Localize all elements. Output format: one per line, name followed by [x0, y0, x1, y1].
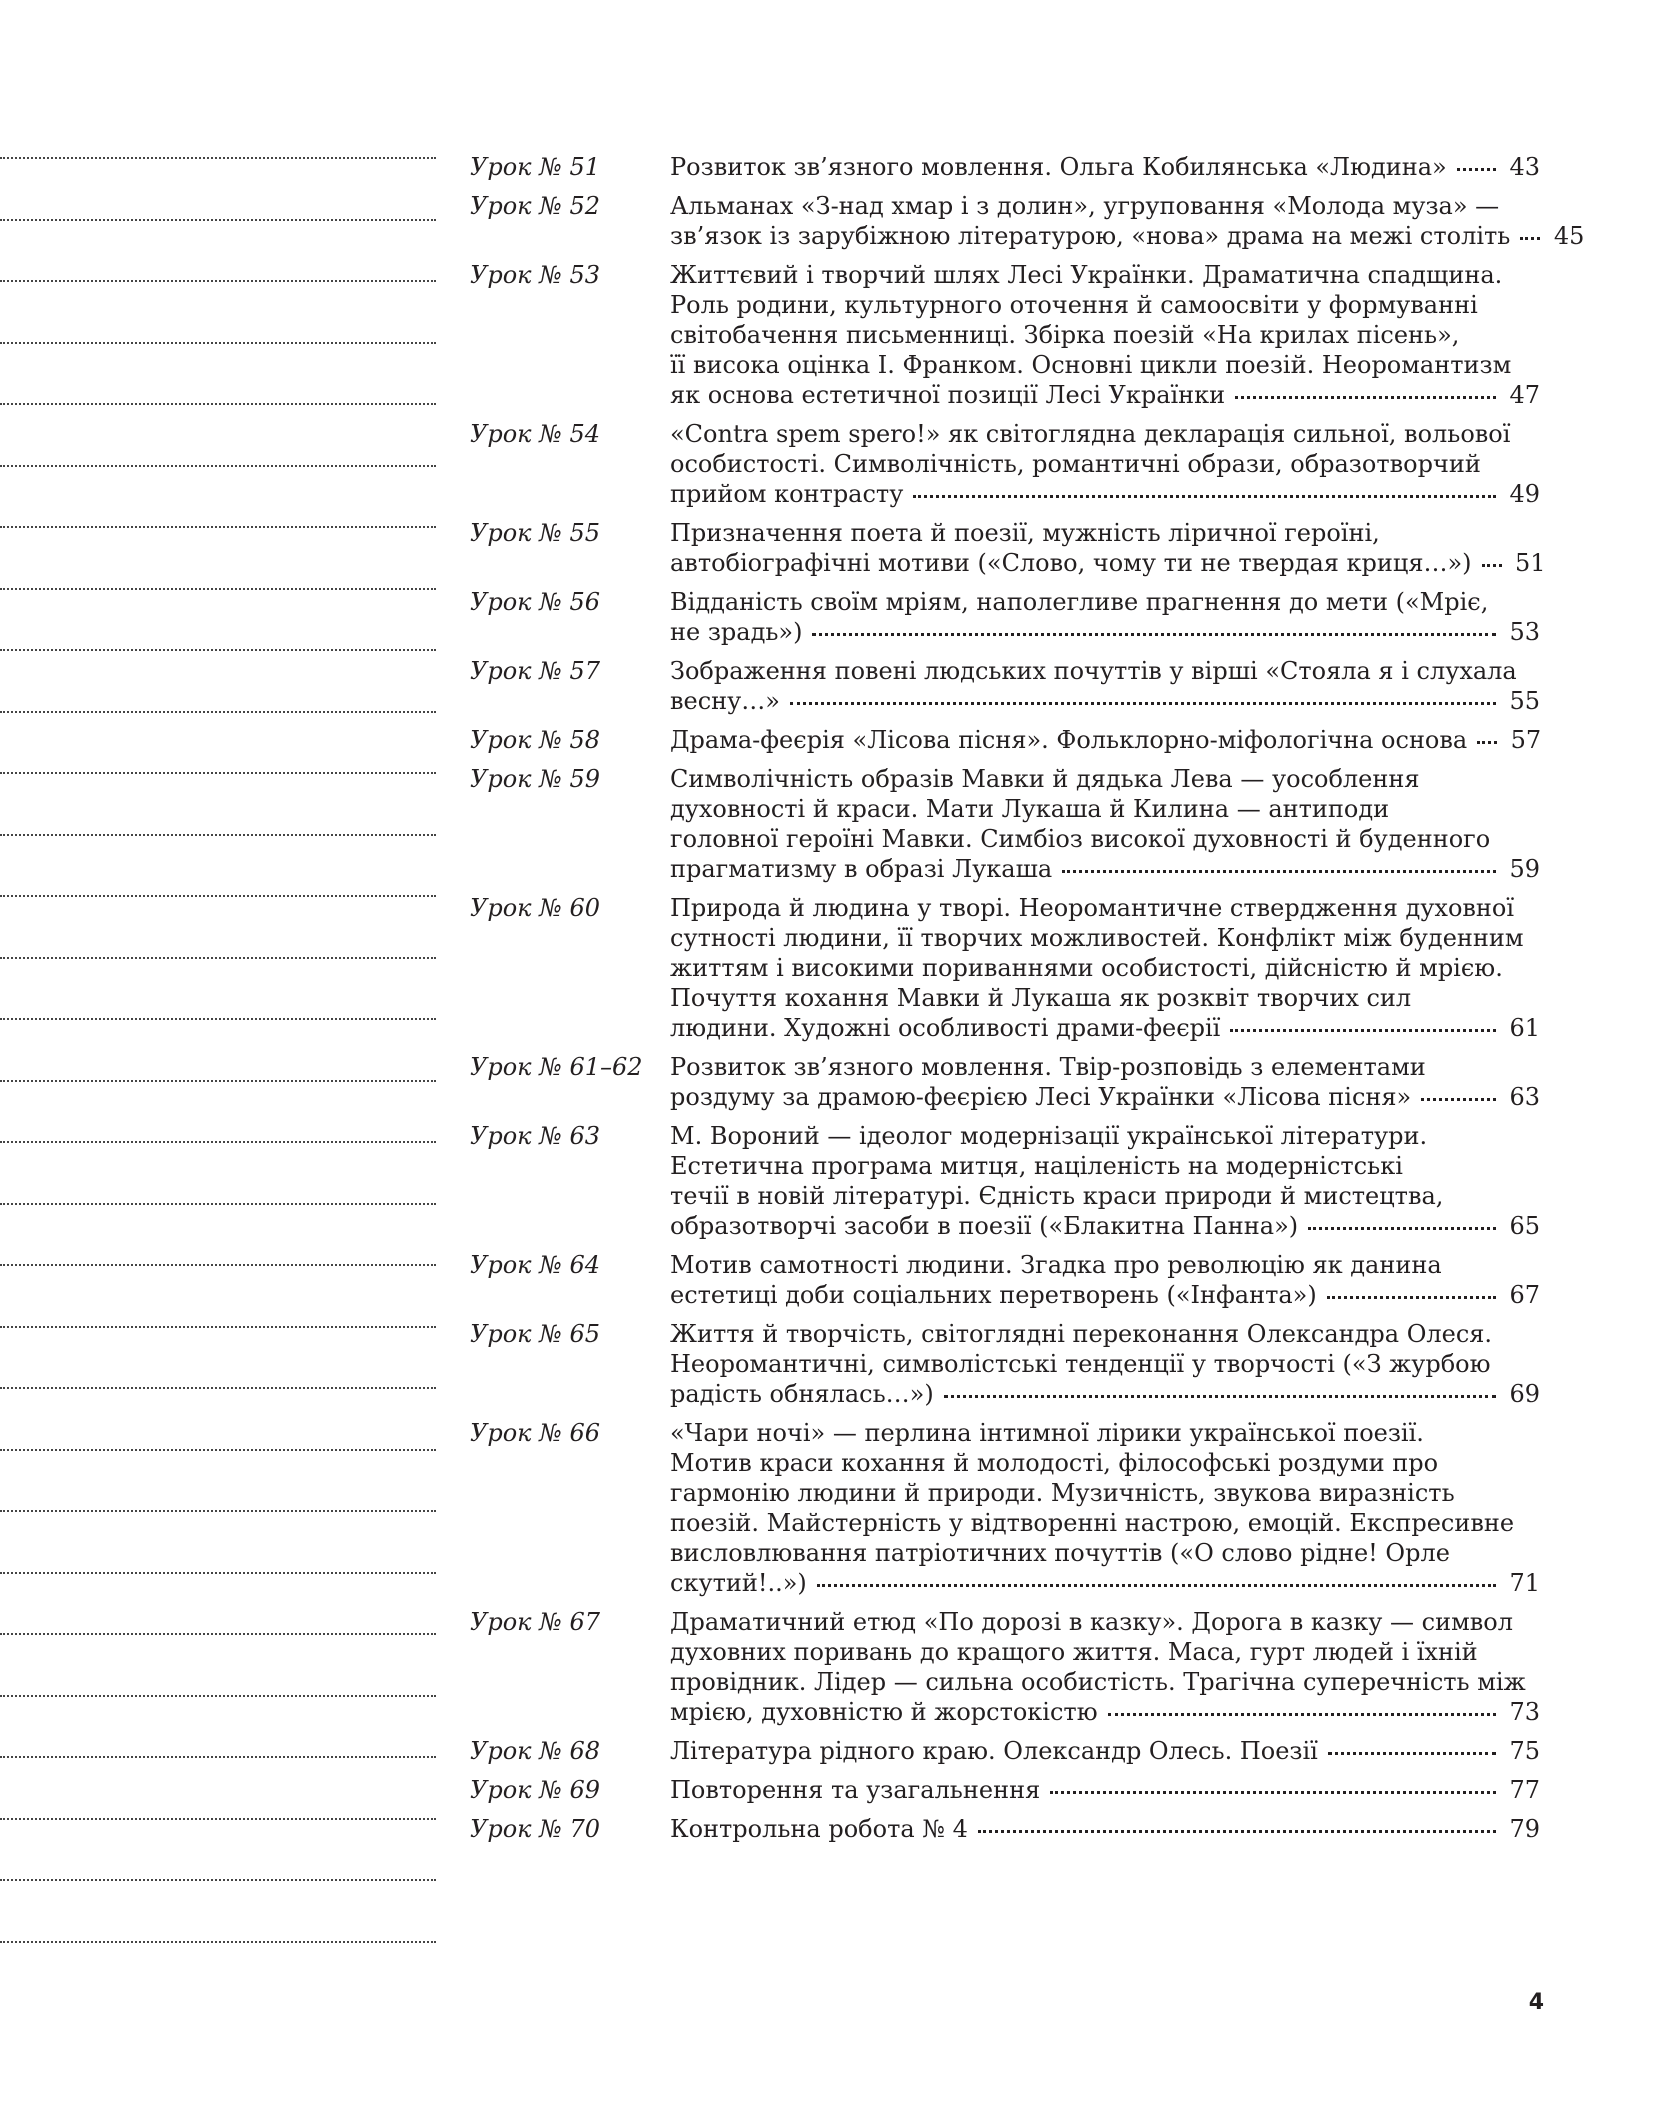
description-line: Література рідного краю. Олександр Олесь. Поезії — [670, 1737, 1318, 1765]
description-line: Неоромантичні, символістські тенденції у творчості («З журбою — [670, 1350, 1491, 1378]
margin-writing-line — [0, 157, 436, 159]
toc-entry — [470, 1121, 1540, 1241]
margin-writing-line — [0, 834, 436, 836]
margin-writing-line — [0, 342, 436, 344]
description-line: духовних поривань до кращого життя. Маса, гурт людей і їхній — [670, 1638, 1478, 1666]
lesson-number: Урок № 67 — [470, 1608, 600, 1636]
description-line: Роль родини, культурного оточення й самоосвіти у формуванні — [670, 291, 1478, 319]
dot-leader — [1062, 870, 1496, 873]
description-last-line — [670, 1568, 1540, 1598]
lesson-description — [670, 1319, 1540, 1409]
lesson-description — [670, 1814, 1540, 1844]
lesson-description — [670, 518, 1546, 578]
description-last-line — [670, 221, 1585, 251]
description-line: Життєвий і творчий шлях Лесі Українки. Драматична спадщина. — [670, 261, 1503, 289]
margin-writing-line — [0, 1018, 436, 1020]
toc-page-number: 51 — [1514, 549, 1546, 577]
toc-page-number: 43 — [1509, 153, 1540, 181]
lesson-number: Урок № 70 — [470, 1815, 600, 1843]
toc-entry — [470, 1319, 1540, 1409]
margin-writing-line — [0, 772, 436, 774]
dot-leader — [817, 1584, 1496, 1587]
description-line: Естетична програма митця, націленість на модерністські — [670, 1152, 1403, 1180]
lesson-number: Урок № 68 — [470, 1737, 600, 1765]
description-line: Повторення та узагальнення — [670, 1776, 1041, 1804]
toc-page-number: 77 — [1509, 1776, 1540, 1804]
toc-entry — [470, 1250, 1540, 1310]
dot-leader — [812, 633, 1496, 636]
margin-writing-line — [0, 465, 436, 467]
lesson-number: Урок № 54 — [470, 420, 600, 448]
dot-leader — [1235, 396, 1496, 399]
description-line: Життя й творчість, світоглядні переконання Олександра Олеся. — [670, 1320, 1493, 1348]
toc-entry — [470, 518, 1546, 578]
toc-page-number: 59 — [1509, 855, 1540, 883]
toc-page-number: 65 — [1509, 1212, 1540, 1240]
dot-leader — [1520, 237, 1540, 240]
description-line: М. Вороний — ідеолог модернізації української літератури. — [670, 1122, 1428, 1150]
margin-writing-line — [0, 1633, 436, 1635]
margin-writing-line — [0, 1695, 436, 1697]
margin-writing-line — [0, 1879, 436, 1881]
lesson-description — [670, 893, 1540, 1043]
toc-entry — [470, 1418, 1540, 1598]
description-last-line — [670, 1379, 1540, 1409]
toc-page-number: 53 — [1509, 618, 1540, 646]
description-last-line — [670, 1013, 1540, 1043]
dot-leader — [1327, 1296, 1496, 1299]
margin-writing-line — [0, 403, 436, 405]
description-line: Призначення поета й поезії, мужність ліричної героїні, — [670, 519, 1380, 547]
dot-leader — [1482, 564, 1502, 567]
description-last-line — [670, 1211, 1540, 1241]
lesson-number: Урок № 56 — [470, 588, 600, 616]
description-last-line — [670, 1280, 1540, 1310]
margin-writing-line — [0, 1141, 436, 1143]
description-line: Відданість своїм мріям, наполегливе прагнення до мети («Мріє, — [670, 588, 1489, 616]
description-last-line — [670, 152, 1540, 182]
lesson-number: Урок № 66 — [470, 1419, 600, 1447]
description-last-line — [670, 686, 1540, 716]
lesson-description — [670, 1121, 1540, 1241]
description-last-line — [670, 617, 1540, 647]
description-last-line — [670, 1082, 1540, 1112]
lesson-number: Урок № 65 — [470, 1320, 600, 1348]
toc-page-number: 47 — [1509, 381, 1540, 409]
description-line: зв’язок із зарубіжною літературою, «нова» драма на межі століть — [670, 222, 1511, 250]
toc-entry — [470, 587, 1540, 647]
lesson-number: Урок № 59 — [470, 765, 600, 793]
left-margin-dotted-lines — [0, 0, 440, 2126]
lesson-description — [670, 764, 1540, 884]
dot-leader — [1108, 1713, 1496, 1716]
description-line: Мотив краси кохання й молодості, філософські роздуми про — [670, 1449, 1439, 1477]
description-line: автобіографічні мотиви («Слово, чому ти не твердая криця…») — [670, 549, 1472, 577]
description-line: «Contra spem spero!» як світоглядна декларація сильної, вольової — [670, 420, 1511, 448]
margin-writing-line — [0, 1941, 436, 1943]
toc-entry — [470, 893, 1540, 1043]
toc-page-number: 73 — [1509, 1698, 1540, 1726]
margin-writing-line — [0, 1818, 436, 1820]
lesson-number: Урок № 55 — [470, 519, 600, 547]
description-line: висловлювання патріотичних почуттів («О слово рідне! Орле — [670, 1539, 1450, 1567]
lesson-number: Урок № 64 — [470, 1251, 600, 1279]
toc-entry — [470, 152, 1540, 182]
lesson-description — [670, 419, 1540, 509]
description-line: мрією, духовністю й жорстокістю — [670, 1698, 1098, 1726]
margin-writing-line — [0, 1264, 436, 1266]
toc-page-number: 55 — [1509, 687, 1540, 715]
lesson-description — [670, 191, 1585, 251]
lesson-description — [670, 1250, 1540, 1310]
table-of-contents — [470, 152, 1585, 1853]
description-line: сутності людини, її творчих можливостей. Конфлікт між буденним — [670, 924, 1524, 952]
description-line: образотворчі засоби в поезії («Блакитна Панна») — [670, 1212, 1299, 1240]
description-line: поезій. Майстерність у відтворенні настрою, емоцій. Експресивне — [670, 1509, 1515, 1537]
toc-entry — [470, 191, 1585, 251]
description-line: духовності й краси. Мати Лукаша й Килина — антиподи — [670, 795, 1390, 823]
margin-writing-line — [0, 526, 436, 528]
description-line: Природа й людина у творі. Неоромантичне ствердження духовної — [670, 894, 1515, 922]
description-last-line — [670, 1814, 1540, 1844]
description-line: як основа естетичної позиції Лесі Українки — [670, 381, 1226, 409]
description-last-line — [670, 854, 1540, 884]
toc-entry — [470, 1607, 1540, 1727]
description-line: Драма-феєрія «Лісова пісня». Фольклорно-міфологічна основа — [670, 726, 1468, 754]
description-line: людини. Художні особливості драми-феєрії — [670, 1014, 1221, 1042]
margin-writing-line — [0, 957, 436, 959]
dot-leader — [1050, 1791, 1496, 1794]
margin-writing-line — [0, 219, 436, 221]
lesson-number: Урок № 51 — [470, 153, 600, 181]
lesson-description — [670, 1736, 1540, 1766]
description-line: Драматичний етюд «По дорозі в казку». Дорога в казку — символ — [670, 1608, 1513, 1636]
margin-writing-line — [0, 1756, 436, 1758]
lesson-description — [670, 587, 1540, 647]
lesson-description — [670, 152, 1540, 182]
lesson-number: Урок № 58 — [470, 726, 600, 754]
description-line: Розвиток зв’язного мовлення. Ольга Кобилянська «Людина» — [670, 153, 1447, 181]
description-last-line — [670, 725, 1540, 755]
lesson-number: Урок № 61–62 — [470, 1053, 643, 1081]
toc-page-number: 79 — [1509, 1815, 1540, 1843]
toc-page-number: 45 — [1553, 222, 1585, 250]
dot-leader — [1308, 1227, 1496, 1230]
margin-writing-line — [0, 1572, 436, 1574]
lesson-description — [670, 656, 1540, 716]
lesson-description — [670, 260, 1540, 410]
description-line: течії в новій літературі. Єдність краси природи й мистецтва, — [670, 1182, 1444, 1210]
description-line: Мотив самотності людини. Згадка про революцію як данина — [670, 1251, 1442, 1279]
dot-leader — [1477, 741, 1497, 744]
description-line: «Чари ночі» — перлина інтимної лірики української поезії. — [670, 1419, 1424, 1447]
description-last-line — [670, 1697, 1540, 1727]
toc-entry — [470, 764, 1540, 884]
toc-page-number: 63 — [1509, 1083, 1540, 1111]
toc-page-number: 67 — [1509, 1281, 1540, 1309]
description-line: радість обнялась…») — [670, 1380, 934, 1408]
lesson-number: Урок № 57 — [470, 657, 600, 685]
description-line: не зрадь») — [670, 618, 803, 646]
margin-writing-line — [0, 280, 436, 282]
margin-writing-line — [0, 895, 436, 897]
description-line: особистості. Символічність, романтичні образи, образотворчий — [670, 450, 1481, 478]
description-line: Альманах «З-над хмар і з долин», угруповання «Молода муза» — — [670, 192, 1500, 220]
description-last-line — [670, 380, 1540, 410]
description-line: прийом контрасту — [670, 480, 904, 508]
lesson-number: Урок № 63 — [470, 1122, 600, 1150]
margin-writing-line — [0, 1203, 436, 1205]
description-line: Почуття кохання Мавки й Лукаша як розквіт творчих сил — [670, 984, 1412, 1012]
description-last-line — [670, 548, 1546, 578]
dot-leader — [1328, 1752, 1496, 1755]
toc-page-number: 61 — [1509, 1014, 1540, 1042]
dot-leader — [944, 1395, 1496, 1398]
description-line: Символічність образів Мавки й дядька Лева — уособлення — [670, 765, 1420, 793]
toc-entry — [470, 1775, 1540, 1805]
margin-writing-line — [0, 1080, 436, 1082]
description-line: Контрольна робота № 4 — [670, 1815, 968, 1843]
toc-page-number: 75 — [1509, 1737, 1540, 1765]
description-last-line — [670, 1775, 1540, 1805]
toc-entry — [470, 656, 1540, 716]
description-line: скутий!..») — [670, 1569, 807, 1597]
description-line: життям і високими пориваннями особистості, дійсністю й мрією. — [670, 954, 1503, 982]
toc-entry — [470, 1052, 1540, 1112]
toc-entry — [470, 260, 1540, 410]
description-line: Зображення повені людських почуттів у вірші «Стояла я і слухала — [670, 657, 1517, 685]
lesson-description — [670, 1052, 1540, 1112]
dot-leader — [978, 1830, 1496, 1833]
margin-writing-line — [0, 1510, 436, 1512]
toc-page-number: 57 — [1510, 726, 1542, 754]
lesson-number: Урок № 69 — [470, 1776, 600, 1804]
toc-entry — [470, 419, 1540, 509]
lesson-description — [670, 1418, 1540, 1598]
description-last-line — [670, 1736, 1540, 1766]
toc-page-number: 69 — [1509, 1380, 1540, 1408]
description-line: Розвиток зв’язного мовлення. Твір-розповідь з елементами — [670, 1053, 1426, 1081]
description-line: провідник. Лідер — сильна особистість. Трагічна суперечність між — [670, 1668, 1526, 1696]
description-line: естетиці доби соціальних перетворень («Інфанта») — [670, 1281, 1317, 1309]
lesson-number: Урок № 52 — [470, 192, 600, 220]
description-line: головної героїні Мавки. Симбіоз високої духовності й буденного — [670, 825, 1491, 853]
margin-writing-line — [0, 1387, 436, 1389]
description-line: її висока оцінка І. Франком. Основні цикли поезій. Неоромантизм — [670, 351, 1512, 379]
margin-writing-line — [0, 1449, 436, 1451]
toc-entry — [470, 725, 1540, 755]
margin-writing-line — [0, 649, 436, 651]
margin-writing-line — [0, 1326, 436, 1328]
description-last-line — [670, 479, 1540, 509]
dot-leader — [790, 702, 1496, 705]
toc-page-number: 49 — [1509, 480, 1540, 508]
lesson-description — [670, 1775, 1540, 1805]
lesson-description — [670, 725, 1540, 755]
toc-entry — [470, 1736, 1540, 1766]
toc-entry — [470, 1814, 1540, 1844]
lesson-description — [670, 1607, 1540, 1727]
dot-leader — [913, 495, 1496, 498]
description-line: світобачення письменниці. Збірка поезій «На крилах пісень», — [670, 321, 1460, 349]
description-line: весну…» — [670, 687, 780, 715]
margin-writing-line — [0, 711, 436, 713]
description-line: роздуму за драмою-феєрією Лесі Українки «Лісова пісня» — [670, 1083, 1412, 1111]
description-line: прагматизму в образі Лукаша — [670, 855, 1053, 883]
lesson-number: Урок № 60 — [470, 894, 600, 922]
dot-leader — [1230, 1029, 1496, 1032]
page-number: 4 — [1528, 1990, 1544, 2015]
dot-leader — [1421, 1098, 1496, 1101]
lesson-number: Урок № 53 — [470, 261, 600, 289]
margin-writing-line — [0, 588, 436, 590]
dot-leader — [1457, 168, 1496, 171]
toc-page-number: 71 — [1509, 1569, 1540, 1597]
description-line: гармонію людини й природи. Музичність, звукова виразність — [670, 1479, 1455, 1507]
